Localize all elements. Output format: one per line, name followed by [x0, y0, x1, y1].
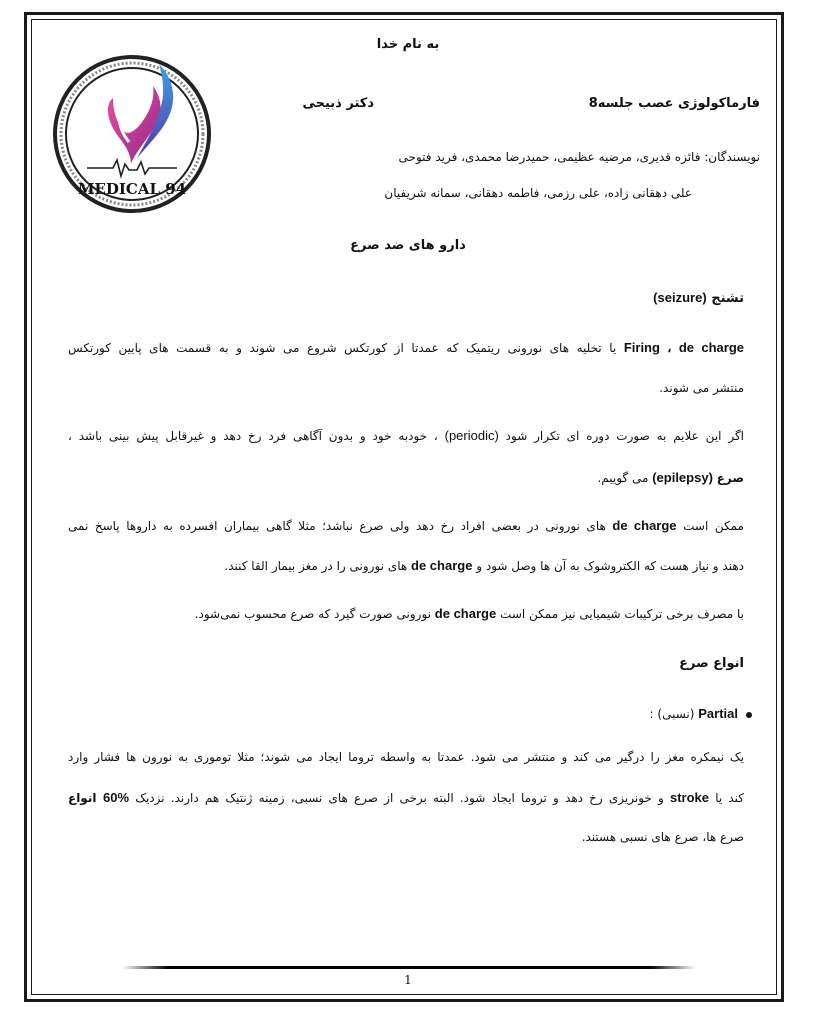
- para3-text-a: ممکن است: [676, 519, 744, 533]
- para2-text-a: اگر این علایم به صورت دوره ای تکرار شود: [498, 429, 744, 443]
- decharge-term: de charge: [434, 606, 497, 621]
- instructor-name: دکتر ذبیحی: [302, 96, 374, 111]
- decharge-term: de charge: [411, 558, 473, 573]
- bismillah: به نام خدا: [376, 37, 440, 52]
- paragraph-1-line-1: [68, 340, 744, 356]
- para1-text: یا تخلیه های نورونی ریتمیک که عمدتا از کورتکس شروع می شوند و به قسمت های پایین کورتکس: [68, 341, 624, 355]
- para2-text-c: می گوییم.: [597, 471, 653, 485]
- para4-text-a: با مصرف برخی ترکیبات شیمیایی نیز ممکن است: [496, 607, 744, 621]
- medical-94-logo: [51, 40, 213, 228]
- para4-text-b: نورونی صورت گیرد که صرع محسوب نمی‌شود.: [194, 607, 435, 621]
- epilepsy-term: (epilepsy): [652, 470, 713, 485]
- paragraph-2-line-1: [68, 428, 744, 443]
- paragraph-4-line-1: [68, 606, 744, 621]
- para3-text-d: های نورونی را در مغز بیمار القا کنند.: [224, 559, 412, 573]
- authors-line-1: نویسندگان: فائزه قدیری، مرضیه عظیمی، حمیدرضا محمدی، فرید فتوحی: [398, 150, 760, 164]
- paragraph-5-line-1: یک نیمکره مغز را درگیر می کند و منتشر می شود. عمدتا به واسطه تروما ایجاد می شوند؛ مثلا توموری به نورون ها فشار وارد: [68, 750, 744, 764]
- authors-line-2: علی دهقانی زاده، علی رزمی، فاطمه دهقانی، سمانه شریفیان: [384, 186, 692, 200]
- paragraph-3-line-1: [68, 518, 744, 533]
- decharge-term: de charge: [612, 518, 677, 533]
- paragraph-2-line-2: [68, 470, 744, 485]
- section-heading-en: (seizure): [653, 290, 707, 305]
- firing-term: Firing ، de charge: [623, 340, 744, 355]
- bullet-partial: [650, 706, 738, 721]
- page-number: 1: [404, 973, 412, 987]
- paragraph-5-line-3: صرع ها، صرع های نسبی هستند.: [581, 830, 744, 844]
- section-heading-seizure: [653, 290, 744, 306]
- para3-text-c: دهند و نیاز هست که الکتروشوک به آن ها وصل شود و: [472, 559, 744, 573]
- para5-text-b: و خونریزی رخ دهد و تروما ایجاد شود. البته برخی از صرع های نسبی، زمینه ژنتیک هم دارند. نزدیک: [129, 791, 670, 805]
- para3-text-b: های نورونی در بعضی افراد رخ دهد ولی صرع نباشد؛ مثلا گاهی بیماران افسرده به داروها پاسخ نمی: [68, 519, 613, 533]
- document-title: دارو های ضد صرع: [350, 238, 466, 253]
- paragraph-1-line-2: منتشر می شوند.: [659, 381, 744, 395]
- stroke-term: stroke: [669, 790, 710, 805]
- section-heading-fa: تشنج: [711, 291, 744, 306]
- para2-text-b: ، خودبه خود و بدون آگاهی فرد رخ دهد و غیرقابل پیش بینی باشد ،: [68, 429, 445, 443]
- para5-text-c: انواع: [68, 791, 103, 805]
- paragraph-3-line-2: [68, 558, 744, 573]
- course-title: فارماکولوژی عصب جلسه8: [588, 96, 760, 111]
- partial-fa: (نسبی) :: [649, 707, 699, 721]
- section-heading-epilepsy-types: انواع صرع: [679, 656, 744, 671]
- para5-text-a: کند یا: [709, 791, 744, 805]
- partial-term: Partial: [698, 706, 738, 721]
- footer-divider: [122, 966, 696, 969]
- logo-text: MEDICAL 94: [77, 180, 187, 198]
- periodic-term: (periodic): [444, 428, 499, 443]
- epilepsy-fa: صرع: [716, 471, 744, 485]
- percent-value: 60%: [103, 790, 130, 805]
- paragraph-5-line-2: [68, 790, 744, 805]
- bullet-dot: [746, 712, 752, 718]
